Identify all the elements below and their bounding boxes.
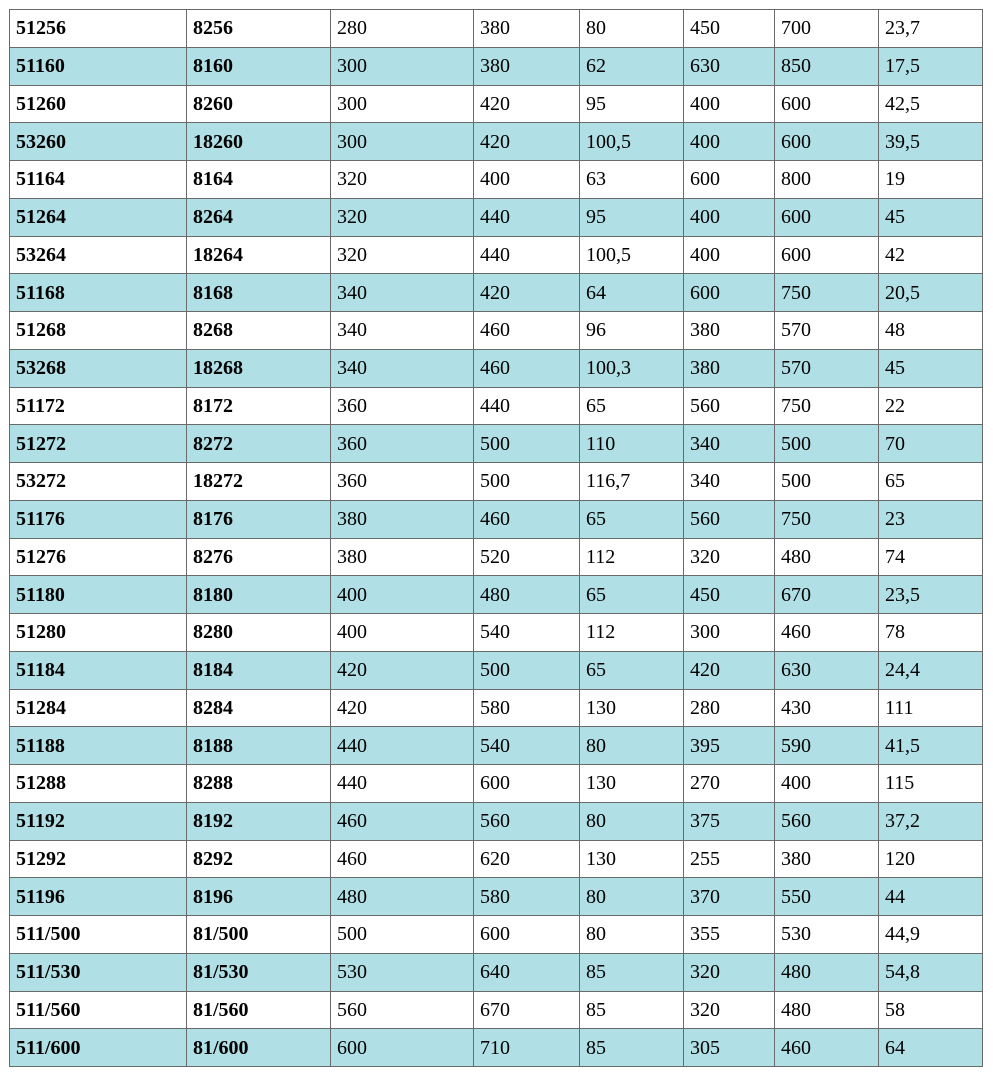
grease-speed-cell: 630 — [684, 47, 775, 85]
grease-speed-cell: 600 — [684, 161, 775, 199]
designation-cell: 511/530 — [10, 953, 187, 991]
designation-cell: 51192 — [10, 802, 187, 840]
bore-diameter-cell: 360 — [331, 387, 474, 425]
designation-cell: 53268 — [10, 349, 187, 387]
outer-diameter-cell: 540 — [474, 727, 580, 765]
bore-diameter-cell: 460 — [331, 802, 474, 840]
designation-cell: 51184 — [10, 651, 187, 689]
table-row — [10, 349, 983, 387]
table-row — [10, 387, 983, 425]
grease-speed-cell: 400 — [684, 123, 775, 161]
grease-speed-cell: 355 — [684, 916, 775, 954]
outer-diameter-cell: 670 — [474, 991, 580, 1029]
oil-speed-cell: 750 — [775, 274, 879, 312]
outer-diameter-cell: 440 — [474, 387, 580, 425]
designation-cell: 51288 — [10, 765, 187, 803]
table-row — [10, 651, 983, 689]
designation-cell: 53264 — [10, 236, 187, 274]
bore-diameter-cell: 500 — [331, 916, 474, 954]
oil-speed-cell: 600 — [775, 198, 879, 236]
oil-speed-cell: 570 — [775, 312, 879, 350]
outer-diameter-cell: 500 — [474, 651, 580, 689]
table-row — [10, 161, 983, 199]
grease-speed-cell: 560 — [684, 387, 775, 425]
old-designation-cell: 8288 — [187, 765, 331, 803]
bore-diameter-cell: 340 — [331, 349, 474, 387]
height-cell: 112 — [580, 538, 684, 576]
weight-cell: 24,4 — [879, 651, 983, 689]
weight-cell: 115 — [879, 765, 983, 803]
height-cell: 85 — [580, 953, 684, 991]
designation-cell: 51180 — [10, 576, 187, 614]
table-row — [10, 236, 983, 274]
bore-diameter-cell: 320 — [331, 236, 474, 274]
oil-speed-cell: 600 — [775, 236, 879, 274]
weight-cell: 37,2 — [879, 802, 983, 840]
weight-cell: 23,7 — [879, 10, 983, 48]
table-row — [10, 500, 983, 538]
old-designation-cell: 18260 — [187, 123, 331, 161]
grease-speed-cell: 320 — [684, 538, 775, 576]
old-designation-cell: 81/600 — [187, 1029, 331, 1067]
height-cell: 63 — [580, 161, 684, 199]
grease-speed-cell: 395 — [684, 727, 775, 765]
bore-diameter-cell: 440 — [331, 765, 474, 803]
outer-diameter-cell: 620 — [474, 840, 580, 878]
designation-cell: 51260 — [10, 85, 187, 123]
table-row — [10, 10, 983, 48]
table-row — [10, 576, 983, 614]
old-designation-cell: 8188 — [187, 727, 331, 765]
outer-diameter-cell: 420 — [474, 85, 580, 123]
table-row — [10, 802, 983, 840]
designation-cell: 511/500 — [10, 916, 187, 954]
grease-speed-cell: 255 — [684, 840, 775, 878]
table-row — [10, 463, 983, 501]
old-designation-cell: 8192 — [187, 802, 331, 840]
outer-diameter-cell: 600 — [474, 765, 580, 803]
weight-cell: 23,5 — [879, 576, 983, 614]
old-designation-cell: 8164 — [187, 161, 331, 199]
old-designation-cell: 81/560 — [187, 991, 331, 1029]
height-cell: 80 — [580, 10, 684, 48]
height-cell: 80 — [580, 878, 684, 916]
designation-cell: 51168 — [10, 274, 187, 312]
outer-diameter-cell: 480 — [474, 576, 580, 614]
height-cell: 100,5 — [580, 123, 684, 161]
grease-speed-cell: 450 — [684, 10, 775, 48]
oil-speed-cell: 800 — [775, 161, 879, 199]
designation-cell: 53272 — [10, 463, 187, 501]
oil-speed-cell: 500 — [775, 463, 879, 501]
weight-cell: 42 — [879, 236, 983, 274]
table-row — [10, 765, 983, 803]
bore-diameter-cell: 280 — [331, 10, 474, 48]
oil-speed-cell: 750 — [775, 500, 879, 538]
designation-cell: 51176 — [10, 500, 187, 538]
table-row — [10, 878, 983, 916]
oil-speed-cell: 630 — [775, 651, 879, 689]
oil-speed-cell: 600 — [775, 123, 879, 161]
height-cell: 65 — [580, 576, 684, 614]
table-row — [10, 47, 983, 85]
height-cell: 85 — [580, 991, 684, 1029]
grease-speed-cell: 600 — [684, 274, 775, 312]
bore-diameter-cell: 460 — [331, 840, 474, 878]
weight-cell: 78 — [879, 614, 983, 652]
outer-diameter-cell: 380 — [474, 47, 580, 85]
grease-speed-cell: 450 — [684, 576, 775, 614]
grease-speed-cell: 370 — [684, 878, 775, 916]
height-cell: 100,3 — [580, 349, 684, 387]
outer-diameter-cell: 460 — [474, 349, 580, 387]
oil-speed-cell: 850 — [775, 47, 879, 85]
old-designation-cell: 8184 — [187, 651, 331, 689]
oil-speed-cell: 670 — [775, 576, 879, 614]
height-cell: 80 — [580, 727, 684, 765]
designation-cell: 51172 — [10, 387, 187, 425]
height-cell: 130 — [580, 689, 684, 727]
weight-cell: 44 — [879, 878, 983, 916]
table-row — [10, 689, 983, 727]
old-designation-cell: 18272 — [187, 463, 331, 501]
old-designation-cell: 81/530 — [187, 953, 331, 991]
table-row — [10, 312, 983, 350]
weight-cell: 64 — [879, 1029, 983, 1067]
height-cell: 100,5 — [580, 236, 684, 274]
grease-speed-cell: 400 — [684, 236, 775, 274]
designation-cell: 51188 — [10, 727, 187, 765]
outer-diameter-cell: 500 — [474, 425, 580, 463]
grease-speed-cell: 400 — [684, 198, 775, 236]
bore-diameter-cell: 300 — [331, 85, 474, 123]
outer-diameter-cell: 580 — [474, 878, 580, 916]
height-cell: 116,7 — [580, 463, 684, 501]
designation-cell: 511/560 — [10, 991, 187, 1029]
outer-diameter-cell: 420 — [474, 274, 580, 312]
weight-cell: 44,9 — [879, 916, 983, 954]
height-cell: 130 — [580, 840, 684, 878]
grease-speed-cell: 300 — [684, 614, 775, 652]
bore-diameter-cell: 320 — [331, 161, 474, 199]
old-designation-cell: 8260 — [187, 85, 331, 123]
table-row — [10, 916, 983, 954]
oil-speed-cell: 460 — [775, 614, 879, 652]
weight-cell: 23 — [879, 500, 983, 538]
weight-cell: 74 — [879, 538, 983, 576]
oil-speed-cell: 530 — [775, 916, 879, 954]
weight-cell: 41,5 — [879, 727, 983, 765]
grease-speed-cell: 280 — [684, 689, 775, 727]
old-designation-cell: 8292 — [187, 840, 331, 878]
bore-diameter-cell: 530 — [331, 953, 474, 991]
weight-cell: 20,5 — [879, 274, 983, 312]
bore-diameter-cell: 400 — [331, 576, 474, 614]
grease-speed-cell: 270 — [684, 765, 775, 803]
weight-cell: 54,8 — [879, 953, 983, 991]
bore-diameter-cell: 300 — [331, 47, 474, 85]
weight-cell: 17,5 — [879, 47, 983, 85]
oil-speed-cell: 550 — [775, 878, 879, 916]
designation-cell: 51160 — [10, 47, 187, 85]
height-cell: 85 — [580, 1029, 684, 1067]
designation-cell: 51292 — [10, 840, 187, 878]
bore-diameter-cell: 600 — [331, 1029, 474, 1067]
outer-diameter-cell: 460 — [474, 312, 580, 350]
height-cell: 65 — [580, 387, 684, 425]
weight-cell: 70 — [879, 425, 983, 463]
outer-diameter-cell: 380 — [474, 10, 580, 48]
height-cell: 65 — [580, 651, 684, 689]
bore-diameter-cell: 420 — [331, 651, 474, 689]
grease-speed-cell: 340 — [684, 425, 775, 463]
old-designation-cell: 8180 — [187, 576, 331, 614]
outer-diameter-cell: 710 — [474, 1029, 580, 1067]
weight-cell: 42,5 — [879, 85, 983, 123]
grease-speed-cell: 400 — [684, 85, 775, 123]
oil-speed-cell: 560 — [775, 802, 879, 840]
grease-speed-cell: 375 — [684, 802, 775, 840]
outer-diameter-cell: 500 — [474, 463, 580, 501]
grease-speed-cell: 320 — [684, 991, 775, 1029]
table-row — [10, 425, 983, 463]
oil-speed-cell: 480 — [775, 991, 879, 1029]
weight-cell: 22 — [879, 387, 983, 425]
old-designation-cell: 18264 — [187, 236, 331, 274]
old-designation-cell: 8172 — [187, 387, 331, 425]
height-cell: 110 — [580, 425, 684, 463]
height-cell: 112 — [580, 614, 684, 652]
old-designation-cell: 8276 — [187, 538, 331, 576]
oil-speed-cell: 570 — [775, 349, 879, 387]
old-designation-cell: 8168 — [187, 274, 331, 312]
bore-diameter-cell: 360 — [331, 425, 474, 463]
designation-cell: 51164 — [10, 161, 187, 199]
table-row — [10, 840, 983, 878]
designation-cell: 51268 — [10, 312, 187, 350]
table-row — [10, 991, 983, 1029]
table-row — [10, 538, 983, 576]
weight-cell: 111 — [879, 689, 983, 727]
weight-cell: 45 — [879, 349, 983, 387]
height-cell: 130 — [580, 765, 684, 803]
bore-diameter-cell: 340 — [331, 274, 474, 312]
designation-cell: 51276 — [10, 538, 187, 576]
designation-cell: 51264 — [10, 198, 187, 236]
bore-diameter-cell: 320 — [331, 198, 474, 236]
table-body — [10, 10, 983, 1067]
old-designation-cell: 8160 — [187, 47, 331, 85]
bore-diameter-cell: 360 — [331, 463, 474, 501]
outer-diameter-cell: 560 — [474, 802, 580, 840]
grease-speed-cell: 560 — [684, 500, 775, 538]
bore-diameter-cell: 380 — [331, 538, 474, 576]
old-designation-cell: 8196 — [187, 878, 331, 916]
grease-speed-cell: 340 — [684, 463, 775, 501]
bore-diameter-cell: 300 — [331, 123, 474, 161]
grease-speed-cell: 305 — [684, 1029, 775, 1067]
outer-diameter-cell: 540 — [474, 614, 580, 652]
table-row — [10, 274, 983, 312]
table-row — [10, 1029, 983, 1067]
outer-diameter-cell: 440 — [474, 236, 580, 274]
height-cell: 65 — [580, 500, 684, 538]
oil-speed-cell: 500 — [775, 425, 879, 463]
weight-cell: 48 — [879, 312, 983, 350]
designation-cell: 51196 — [10, 878, 187, 916]
old-designation-cell: 8284 — [187, 689, 331, 727]
grease-speed-cell: 320 — [684, 953, 775, 991]
bore-diameter-cell: 480 — [331, 878, 474, 916]
weight-cell: 58 — [879, 991, 983, 1029]
old-designation-cell: 8176 — [187, 500, 331, 538]
outer-diameter-cell: 440 — [474, 198, 580, 236]
bore-diameter-cell: 420 — [331, 689, 474, 727]
oil-speed-cell: 380 — [775, 840, 879, 878]
oil-speed-cell: 600 — [775, 85, 879, 123]
old-designation-cell: 8272 — [187, 425, 331, 463]
bore-diameter-cell: 380 — [331, 500, 474, 538]
height-cell: 64 — [580, 274, 684, 312]
bore-diameter-cell: 340 — [331, 312, 474, 350]
oil-speed-cell: 430 — [775, 689, 879, 727]
table-row — [10, 85, 983, 123]
oil-speed-cell: 700 — [775, 10, 879, 48]
oil-speed-cell: 480 — [775, 538, 879, 576]
outer-diameter-cell: 640 — [474, 953, 580, 991]
height-cell: 95 — [580, 85, 684, 123]
height-cell: 80 — [580, 916, 684, 954]
height-cell: 95 — [580, 198, 684, 236]
old-designation-cell: 8256 — [187, 10, 331, 48]
weight-cell: 120 — [879, 840, 983, 878]
designation-cell: 53260 — [10, 123, 187, 161]
oil-speed-cell: 750 — [775, 387, 879, 425]
oil-speed-cell: 460 — [775, 1029, 879, 1067]
weight-cell: 19 — [879, 161, 983, 199]
old-designation-cell: 8280 — [187, 614, 331, 652]
designation-cell: 511/600 — [10, 1029, 187, 1067]
designation-cell: 51284 — [10, 689, 187, 727]
grease-speed-cell: 420 — [684, 651, 775, 689]
outer-diameter-cell: 420 — [474, 123, 580, 161]
oil-speed-cell: 480 — [775, 953, 879, 991]
old-designation-cell: 8264 — [187, 198, 331, 236]
height-cell: 62 — [580, 47, 684, 85]
designation-cell: 51272 — [10, 425, 187, 463]
old-designation-cell: 81/500 — [187, 916, 331, 954]
outer-diameter-cell: 460 — [474, 500, 580, 538]
bore-diameter-cell: 400 — [331, 614, 474, 652]
weight-cell: 45 — [879, 198, 983, 236]
table-row — [10, 614, 983, 652]
height-cell: 80 — [580, 802, 684, 840]
old-designation-cell: 18268 — [187, 349, 331, 387]
outer-diameter-cell: 580 — [474, 689, 580, 727]
height-cell: 96 — [580, 312, 684, 350]
outer-diameter-cell: 600 — [474, 916, 580, 954]
outer-diameter-cell: 400 — [474, 161, 580, 199]
oil-speed-cell: 590 — [775, 727, 879, 765]
grease-speed-cell: 380 — [684, 349, 775, 387]
bore-diameter-cell: 440 — [331, 727, 474, 765]
bore-diameter-cell: 560 — [331, 991, 474, 1029]
grease-speed-cell: 380 — [684, 312, 775, 350]
table-row — [10, 953, 983, 991]
table-row — [10, 123, 983, 161]
bearing-data-table — [9, 9, 983, 1067]
weight-cell: 65 — [879, 463, 983, 501]
old-designation-cell: 8268 — [187, 312, 331, 350]
oil-speed-cell: 400 — [775, 765, 879, 803]
outer-diameter-cell: 520 — [474, 538, 580, 576]
designation-cell: 51256 — [10, 10, 187, 48]
table-row — [10, 198, 983, 236]
table-row — [10, 727, 983, 765]
designation-cell: 51280 — [10, 614, 187, 652]
weight-cell: 39,5 — [879, 123, 983, 161]
